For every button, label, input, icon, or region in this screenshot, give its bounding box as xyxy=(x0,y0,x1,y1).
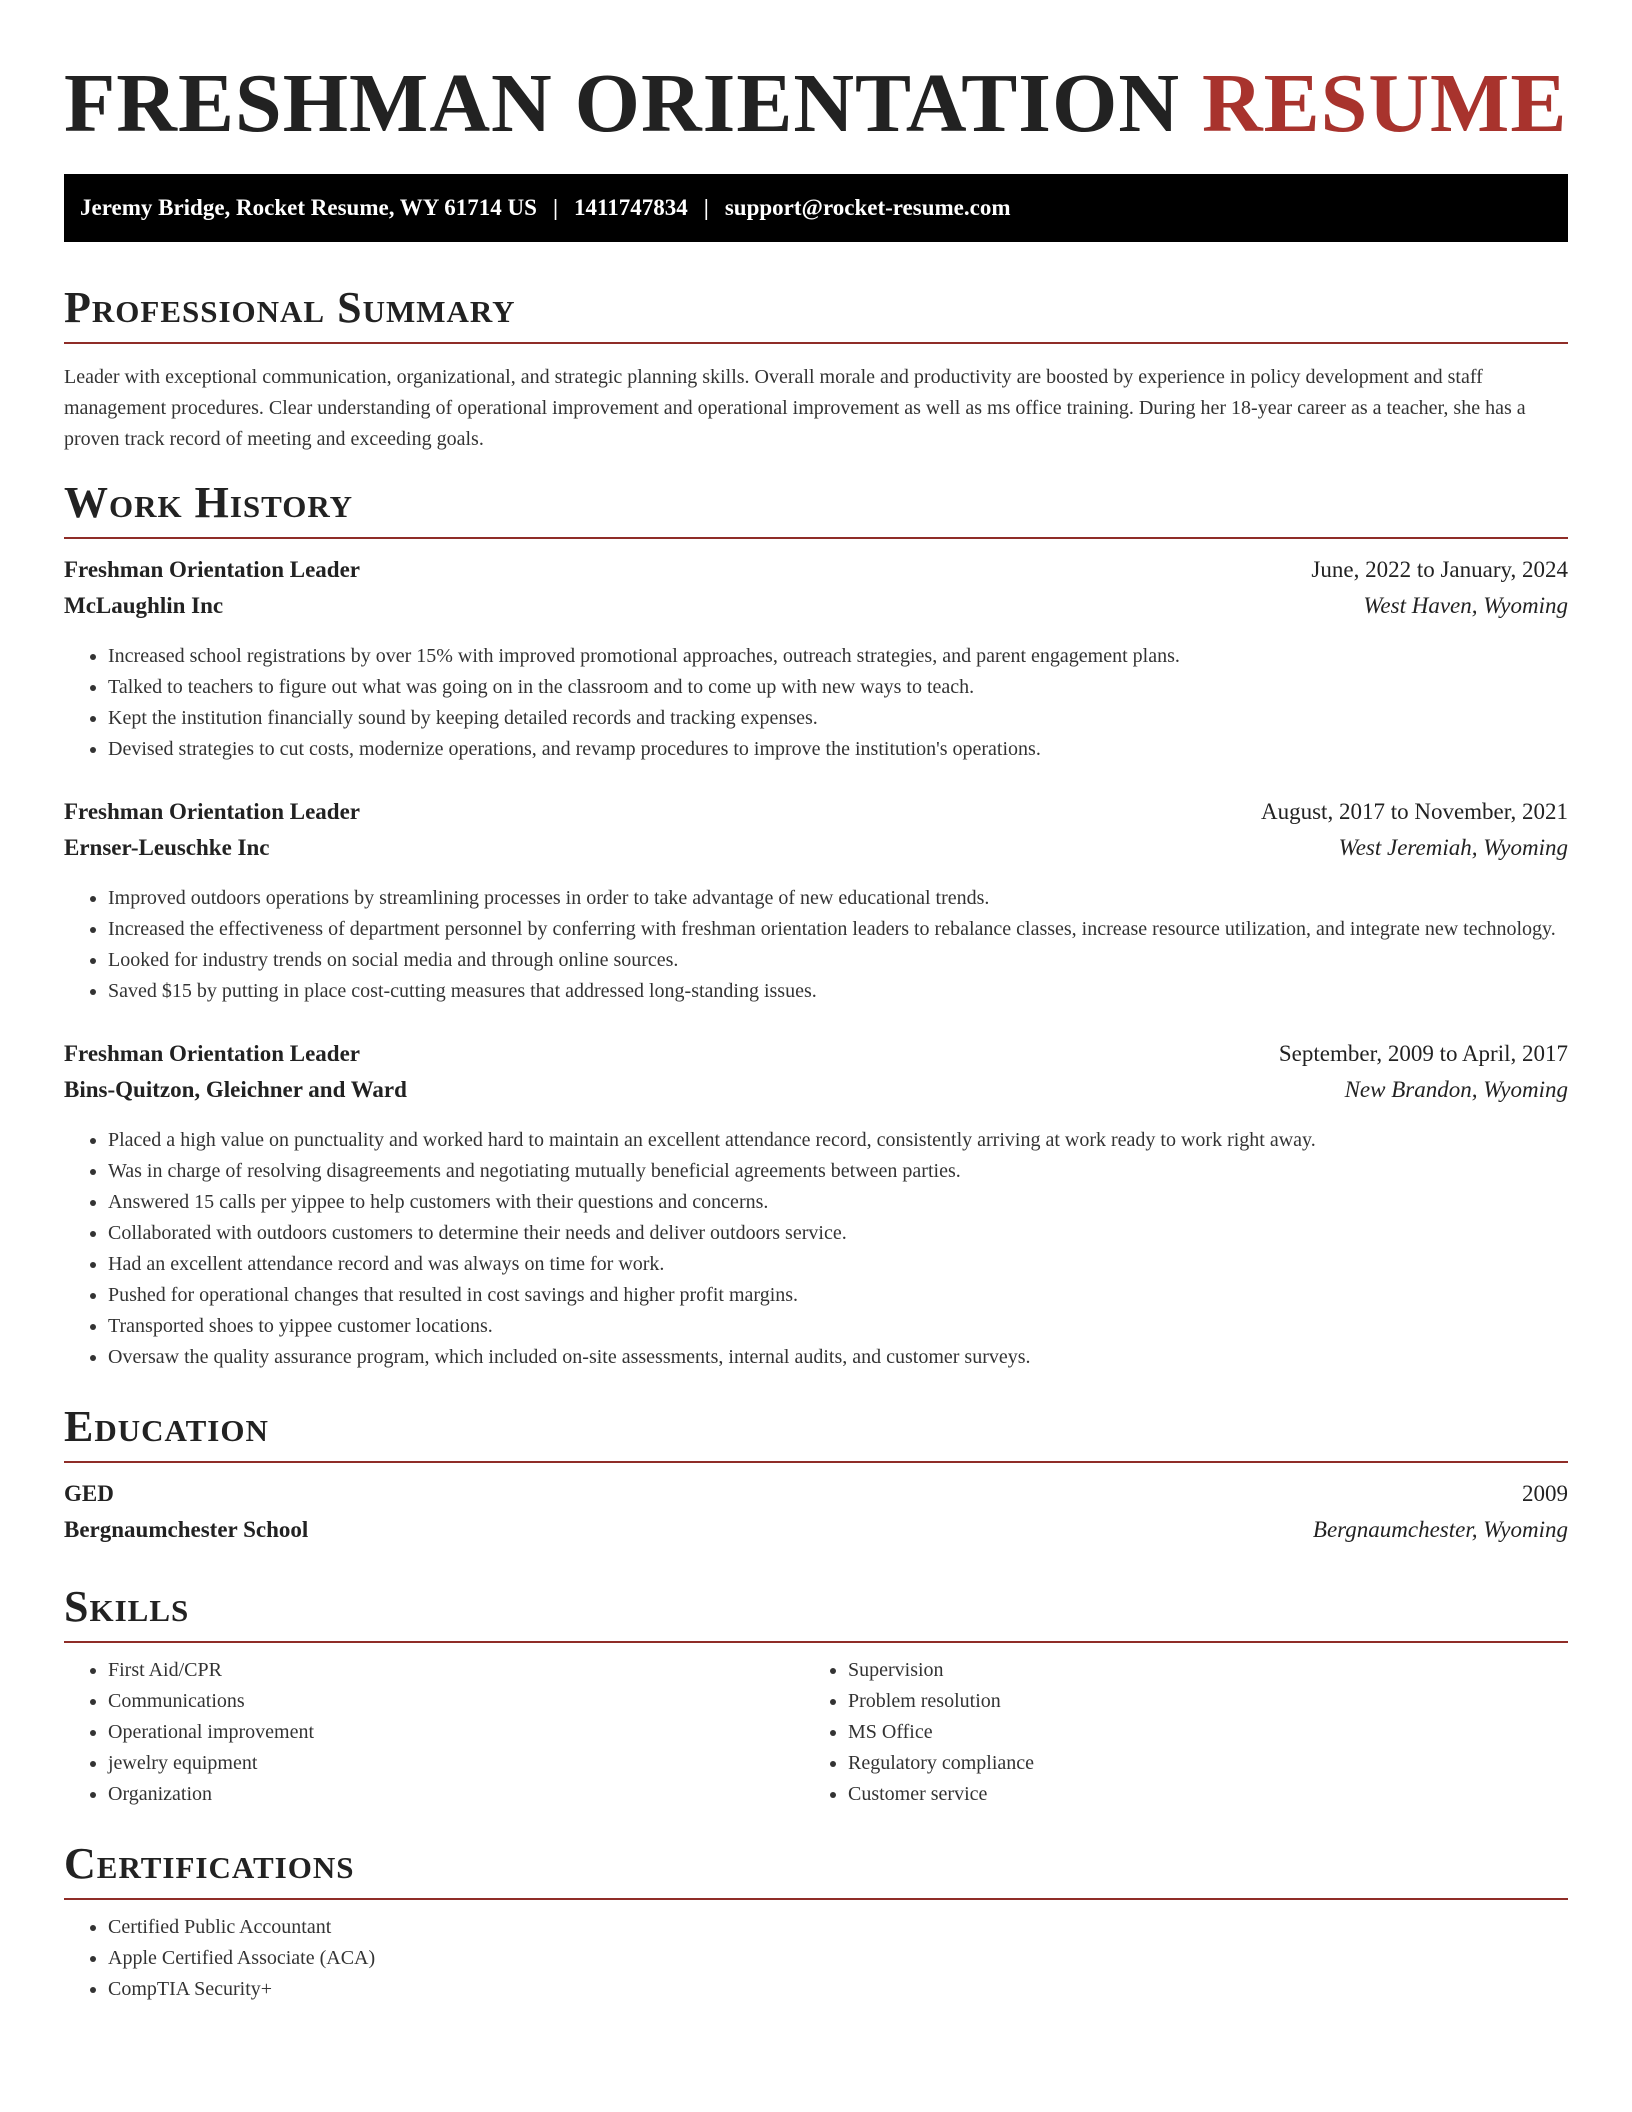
education-school-row xyxy=(64,1517,1568,1553)
education-year: 2009 xyxy=(1522,1481,1568,1506)
contact-email: support@rocket-resume.com xyxy=(724,195,1011,220)
job-company-row xyxy=(64,593,1568,629)
education-degree-row xyxy=(64,1481,1568,1517)
education-section xyxy=(64,1401,1568,1553)
contact-separator: | xyxy=(552,195,559,220)
job-bullet: • Increased the effectiveness of department personnel by conferring with freshman orientation leaders to rebalance classes, increase resource utilization, and integrate new technology. xyxy=(108,914,1568,945)
certification-item: • CompTIA Security+ xyxy=(108,1974,1568,2005)
summary-heading: Professional Summary xyxy=(64,282,1568,344)
job-bullet: • Answered 15 calls per yippee to help customers with their questions and concerns. xyxy=(108,1187,1568,1218)
skill-item: • MS Office xyxy=(848,1717,1544,1748)
work-history-section xyxy=(64,477,1568,1373)
skills-section xyxy=(64,1581,1568,1810)
resume-content xyxy=(64,56,1568,2005)
job-bullet: • Oversaw the quality assurance program, which included on-site assessments, internal audits, and customer surveys. xyxy=(108,1342,1568,1373)
job-company: Bins-Quitzon, Gleichner and Ward xyxy=(64,1077,407,1102)
certifications-list xyxy=(64,1912,1568,2005)
education-entry xyxy=(64,1481,1568,1553)
contact-phone: 1411747834 xyxy=(574,195,688,220)
education-heading: Education xyxy=(64,1401,1568,1463)
job-title-row xyxy=(64,557,1568,593)
skill-item: • Operational improvement xyxy=(108,1717,804,1748)
job-dates: August, 2017 to November, 2021 xyxy=(1261,799,1568,824)
job-company: McLaughlin Inc xyxy=(64,593,224,618)
skill-item: • Communications xyxy=(108,1686,804,1717)
certification-item: • Certified Public Accountant xyxy=(108,1912,1568,1943)
job-title-row xyxy=(64,1041,1568,1077)
skills-list xyxy=(64,1655,804,1810)
job-dates: June, 2022 to January, 2024 xyxy=(1311,557,1568,582)
certification-item: • Apple Certified Associate (ACA) xyxy=(108,1943,1568,1974)
job-location: West Haven, Wyoming xyxy=(1363,593,1568,618)
skill-item: • First Aid/CPR xyxy=(108,1655,804,1686)
skill-item: • Organization xyxy=(108,1779,804,1810)
education-location: Bergnaumchester, Wyoming xyxy=(1312,1517,1568,1542)
skills-heading: Skills xyxy=(64,1581,1568,1643)
skills-column-left xyxy=(64,1655,804,1810)
job-bullet: • Placed a high value on punctuality and worked hard to maintain an excellent attendance record, consistently arriving at work ready to work right away. xyxy=(108,1125,1568,1156)
job-bullet: • Increased school registrations by over 15% with improved promotional approaches, outreach strategies, and parent engagement plans. xyxy=(108,641,1568,672)
job-title-row xyxy=(64,799,1568,835)
summary-text: Leader with exceptional communication, organizational, and strategic planning skills. Overall morale and productivity are boosted by experience in policy development and staff management procedures. Clear understanding of operational improvement and operational improvement as well as ms office training. During her 18-year career as a teacher, she has a proven track record of meeting and exceeding goals. xyxy=(64,366,1526,450)
title-accent: RESUME xyxy=(1201,57,1568,150)
summary-section xyxy=(64,282,1568,455)
job-company-row xyxy=(64,835,1568,871)
job-title: Freshman Orientation Leader xyxy=(64,557,360,582)
job-bullet: • Had an excellent attendance record and was always on time for work. xyxy=(108,1249,1568,1280)
job-bullet: • Collaborated with outdoors customers to determine their needs and deliver outdoors service. xyxy=(108,1218,1568,1249)
job-title: Freshman Orientation Leader xyxy=(64,799,360,824)
skills-grid xyxy=(64,1655,1568,1810)
skill-item: • Customer service xyxy=(848,1779,1544,1810)
skill-item: • Supervision xyxy=(848,1655,1544,1686)
job-bullets xyxy=(64,1125,1568,1373)
job-bullet: • Improved outdoors operations by streamlining processes in order to take advantage of new educational trends. xyxy=(108,883,1568,914)
job-bullet: • Kept the institution financially sound by keeping detailed records and tracking expenses. xyxy=(108,703,1568,734)
job-location: New Brandon, Wyoming xyxy=(1344,1077,1568,1102)
job-bullets xyxy=(64,641,1568,765)
skills-list xyxy=(804,1655,1544,1810)
contact-bar xyxy=(64,174,1568,242)
work-history-heading: Work History xyxy=(64,477,1568,539)
job-entry xyxy=(64,799,1568,1007)
job-dates: September, 2009 to April, 2017 xyxy=(1278,1041,1568,1066)
resume-title xyxy=(64,56,1568,152)
job-bullet: • Pushed for operational changes that resulted in cost savings and higher profit margins. xyxy=(108,1280,1568,1311)
contact-separator: | xyxy=(703,195,709,220)
job-bullet: • Looked for industry trends on social media and through online sources. xyxy=(108,945,1568,976)
job-location: West Jeremiah, Wyoming xyxy=(1338,835,1568,860)
job-bullet: • Transported shoes to yippee customer locations. xyxy=(108,1311,1568,1342)
certifications-section xyxy=(64,1838,1568,2005)
job-company-row xyxy=(64,1077,1568,1113)
education-degree: GED xyxy=(64,1481,114,1506)
job-entry xyxy=(64,557,1568,765)
contact-address: Jeremy Bridge, Rocket Resume, WY 61714 US xyxy=(80,195,537,220)
job-entry xyxy=(64,1041,1568,1373)
job-bullets xyxy=(64,883,1568,1007)
job-title: Freshman Orientation Leader xyxy=(64,1041,360,1066)
job-bullet: • Saved $15 by putting in place cost-cutting measures that addressed long-standing issues. xyxy=(108,976,1568,1007)
certifications-heading: Certifications xyxy=(64,1838,1568,1900)
job-company: Ernser-Leuschke Inc xyxy=(64,835,270,860)
job-bullet: • Talked to teachers to figure out what was going on in the classroom and to come up with new ways to teach. xyxy=(108,672,1568,703)
job-bullet: • Was in charge of resolving disagreements and negotiating mutually beneficial agreements between parties. xyxy=(108,1156,1568,1187)
skill-item: • jewelry equipment xyxy=(108,1748,804,1779)
skill-item: • Regulatory compliance xyxy=(848,1748,1544,1779)
title-main: FRESHMAN ORIENTATION xyxy=(64,57,1180,150)
skill-item: • Problem resolution xyxy=(848,1686,1544,1717)
education-school: Bergnaumchester School xyxy=(64,1517,309,1542)
job-bullet: • Devised strategies to cut costs, modernize operations, and revamp procedures to improve the institution's operations. xyxy=(108,734,1568,765)
skills-column-right xyxy=(804,1655,1544,1810)
